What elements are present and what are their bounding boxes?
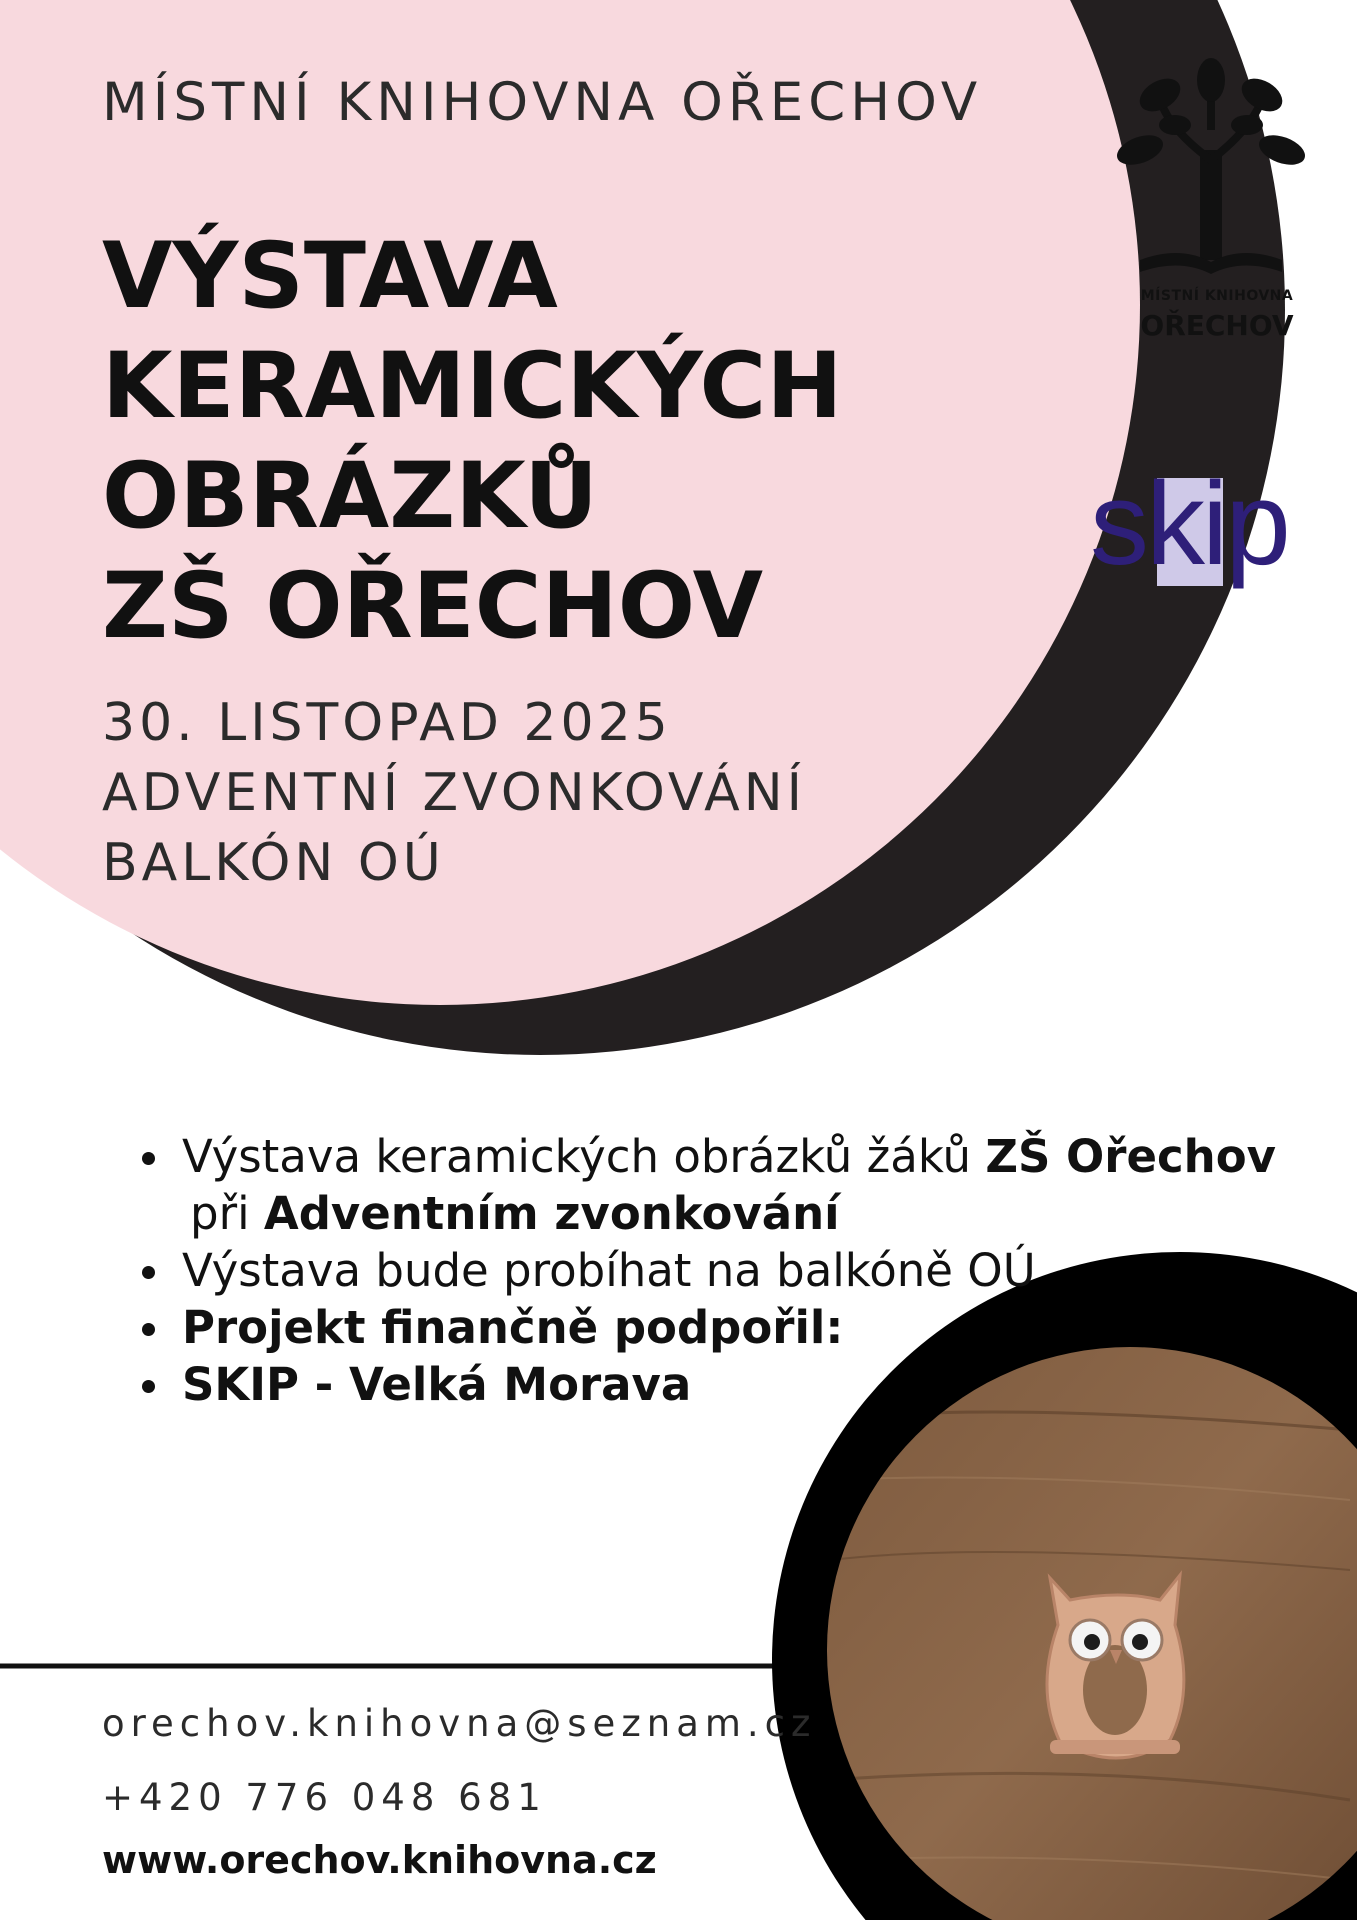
list-item: Projekt finančně podpořil:: [140, 1299, 1276, 1356]
library-name: MÍSTNÍ KNIHOVNA OŘECHOV: [102, 72, 983, 133]
exhibition-title: [102, 222, 843, 662]
event-occasion: ADVENTNÍ ZVONKOVÁNÍ: [102, 763, 806, 823]
title-line: OBRÁZKŮ: [102, 444, 599, 549]
title-line: KERAMICKÝCH: [102, 334, 843, 439]
list-item: Výstava bude probíhat na balkóně OÚ: [140, 1242, 1276, 1299]
list-item-text: Výstava keramických obrázků žáků: [182, 1130, 986, 1183]
list-item-text: při: [190, 1187, 264, 1240]
contact-email[interactable]: orechov.knihovna@seznam.cz: [102, 1702, 817, 1745]
list-item-bold: Adventním zvonkování: [263, 1187, 840, 1240]
list-item: SKIP - Velká Morava: [140, 1356, 1276, 1413]
logo-caption-small: MÍSTNÍ KNIHOVNA: [1140, 288, 1294, 304]
event-info: [102, 688, 806, 898]
title-line: VÝSTAVA: [102, 224, 558, 329]
list-item: [140, 1128, 1276, 1185]
event-date: 30. LISTOPAD 2025: [102, 693, 672, 753]
logo-caption-large: OŘECHOV: [1140, 309, 1294, 342]
info-list: [140, 1128, 1276, 1413]
skip-logo: skip: [1090, 458, 1288, 590]
event-place: BALKÓN OÚ: [102, 833, 445, 893]
title-line: ZŠ OŘECHOV: [102, 554, 764, 659]
contact-website[interactable]: www.orechov.knihovna.cz: [102, 1838, 657, 1882]
contact-phone[interactable]: +420 776 048 681: [102, 1776, 547, 1819]
list-item-bold: ZŠ Ořechov: [985, 1130, 1276, 1183]
list-item-continuation: [140, 1185, 1276, 1242]
